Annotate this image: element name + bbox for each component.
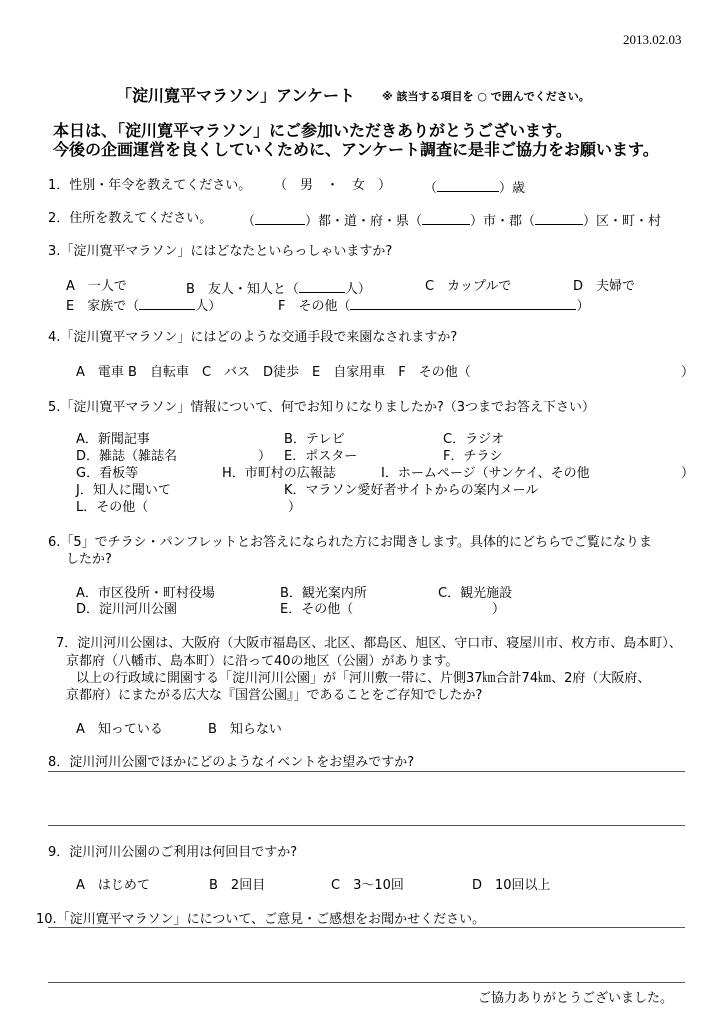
question-6-cont: したか? <box>66 552 112 567</box>
q5-option-f[interactable]: F．チラシ <box>443 449 503 464</box>
q5-option-h[interactable]: H．市町村の広報誌 <box>222 466 336 481</box>
instruction-note: ※ 該当する項目を ○ で囲んでください。 <box>382 90 590 103</box>
question-7-line-1: 7．淀川河川公園は、大阪府（大阪市福島区、北区、都島区、旭区、守口市、寝屋川市、枚方市、島本町）、 <box>56 636 682 651</box>
q7-option-b[interactable]: B 知らない <box>208 722 282 737</box>
answer-line[interactable] <box>48 927 685 928</box>
q3-option-c[interactable]: C カップルで <box>425 279 512 294</box>
q9-option-d[interactable]: D 10回以上 <box>472 878 551 893</box>
question-4: 4.「淀川寛平マラソン」にはどのような交通手段で来園なされますか? <box>48 330 458 345</box>
question-9: 9．淀川河川公園のご利用は何回目ですか? <box>48 845 298 860</box>
question-3: 3.「淀川寛平マラソン」にはどなたといらっしゃいますか? <box>48 244 393 259</box>
q4-close-paren: ） <box>681 365 695 380</box>
question-2: 2．住所を教えてください。 <box>48 211 213 226</box>
q5-option-l[interactable]: L．その他（ <box>76 500 149 515</box>
q6-option-a[interactable]: A．市区役所・町村役場 <box>76 586 215 601</box>
question-1: 1．性別・年令を教えてください。 <box>48 178 252 193</box>
question-6: 6.「5」でチラシ・パンフレットとお答えになられた方にお聞きします。具体的にどちらでご覧になりま <box>48 535 652 550</box>
question-7-line-3: 以上の行政域に開園する「淀川河川公園」が「河川敷一帯に、片側37㎞合計74㎞、2府（大阪府、 <box>76 671 651 686</box>
q5-option-c[interactable]: C．ラジオ <box>443 432 505 447</box>
q5-option-k[interactable]: K．マラソン愛好者サイトからの案内メール <box>284 483 539 498</box>
q3-option-b[interactable]: B 友人・知人と（ 人） <box>186 282 371 297</box>
q6-option-d[interactable]: D．淀川河川公園 <box>76 602 178 617</box>
q6-option-c[interactable]: C．観光施設 <box>438 586 513 601</box>
q6-option-e-close: ） <box>492 602 506 617</box>
q7-option-a[interactable]: A 知っている <box>76 722 163 737</box>
q5-option-b[interactable]: B．テレビ <box>284 432 345 447</box>
question-7-line-4: 京都府）にまたがる広大な『国営公園』」であることをご存知でしたか? <box>66 688 483 703</box>
q5-option-a[interactable]: A．新聞記事 <box>76 432 150 447</box>
thank-you-note: ご協力ありがとうございました。 <box>478 991 674 1006</box>
answer-line[interactable] <box>48 982 685 983</box>
survey-date: 2013.02.03 <box>623 32 682 47</box>
q5-option-g[interactable]: G．看板等 <box>76 466 139 481</box>
q5-option-d-close: ） <box>258 449 272 464</box>
q6-option-b[interactable]: B．観光案内所 <box>280 586 367 601</box>
answer-line[interactable] <box>48 771 685 772</box>
q9-option-b[interactable]: B 2回目 <box>209 878 266 893</box>
intro-line-1: 本日は、「淀川寛平マラソン」にご参加いただきありがとうございます。 <box>53 121 572 140</box>
q9-option-c[interactable]: C 3〜10回 <box>331 878 404 893</box>
gender-choice[interactable]: （ 男 ・ 女 ） <box>274 178 392 193</box>
q6-option-e[interactable]: E．その他（ <box>280 602 354 617</box>
q3-option-d[interactable]: D 夫婦で <box>573 279 636 294</box>
q3-option-a[interactable]: A 一人で <box>66 279 127 294</box>
q5-option-i[interactable]: I．ホームページ（サンケイ、その他 <box>381 466 590 481</box>
page-title: 「淀川寛平マラソン」アンケート <box>116 86 356 105</box>
question-7-line-2: 京都府（八幡市、島本町）に沿って40の地区（公園）があります。 <box>66 654 459 669</box>
q3-option-e[interactable]: E 家族で（ 人） <box>66 299 222 314</box>
intro-line-2: 今後の企画運営を良くしていくために、アンケート調査に是非ご協力をお願います。 <box>53 140 659 159</box>
question-8: 8．淀川河川公園でほかにどのようなイベントをお望みですか? <box>48 755 415 770</box>
q5-option-j[interactable]: J．知人に聞いて <box>76 483 171 498</box>
q5-option-l-close: ） <box>288 500 302 515</box>
question-5: 5.「淀川寛平マラソン」情報について、何でお知りになりましたか?（3つまでお答え下さい） <box>48 400 596 415</box>
address-fields[interactable]: （ ）都・道・府・県（ ）市・郡（ ）区・町・村 <box>242 214 662 229</box>
q5-option-e[interactable]: E．ポスター <box>284 449 358 464</box>
q5-option-d[interactable]: D．雑誌（雑誌名 <box>76 449 178 464</box>
q4-options[interactable]: A 電車 B 自転車 C バス D徒歩 E 自家用車 F その他（ <box>76 365 471 380</box>
q3-option-f[interactable]: F その他（ ） <box>278 299 590 314</box>
q5-option-i-close: ） <box>681 466 695 481</box>
answer-line[interactable] <box>48 825 685 826</box>
question-10: 10.「淀川寛平マラソン」にについて、ご意見・ご感想をお聞かせください。 <box>36 912 486 927</box>
age-field[interactable]: （ ）歳 <box>424 181 526 196</box>
q9-option-a[interactable]: A はじめて <box>76 878 150 893</box>
